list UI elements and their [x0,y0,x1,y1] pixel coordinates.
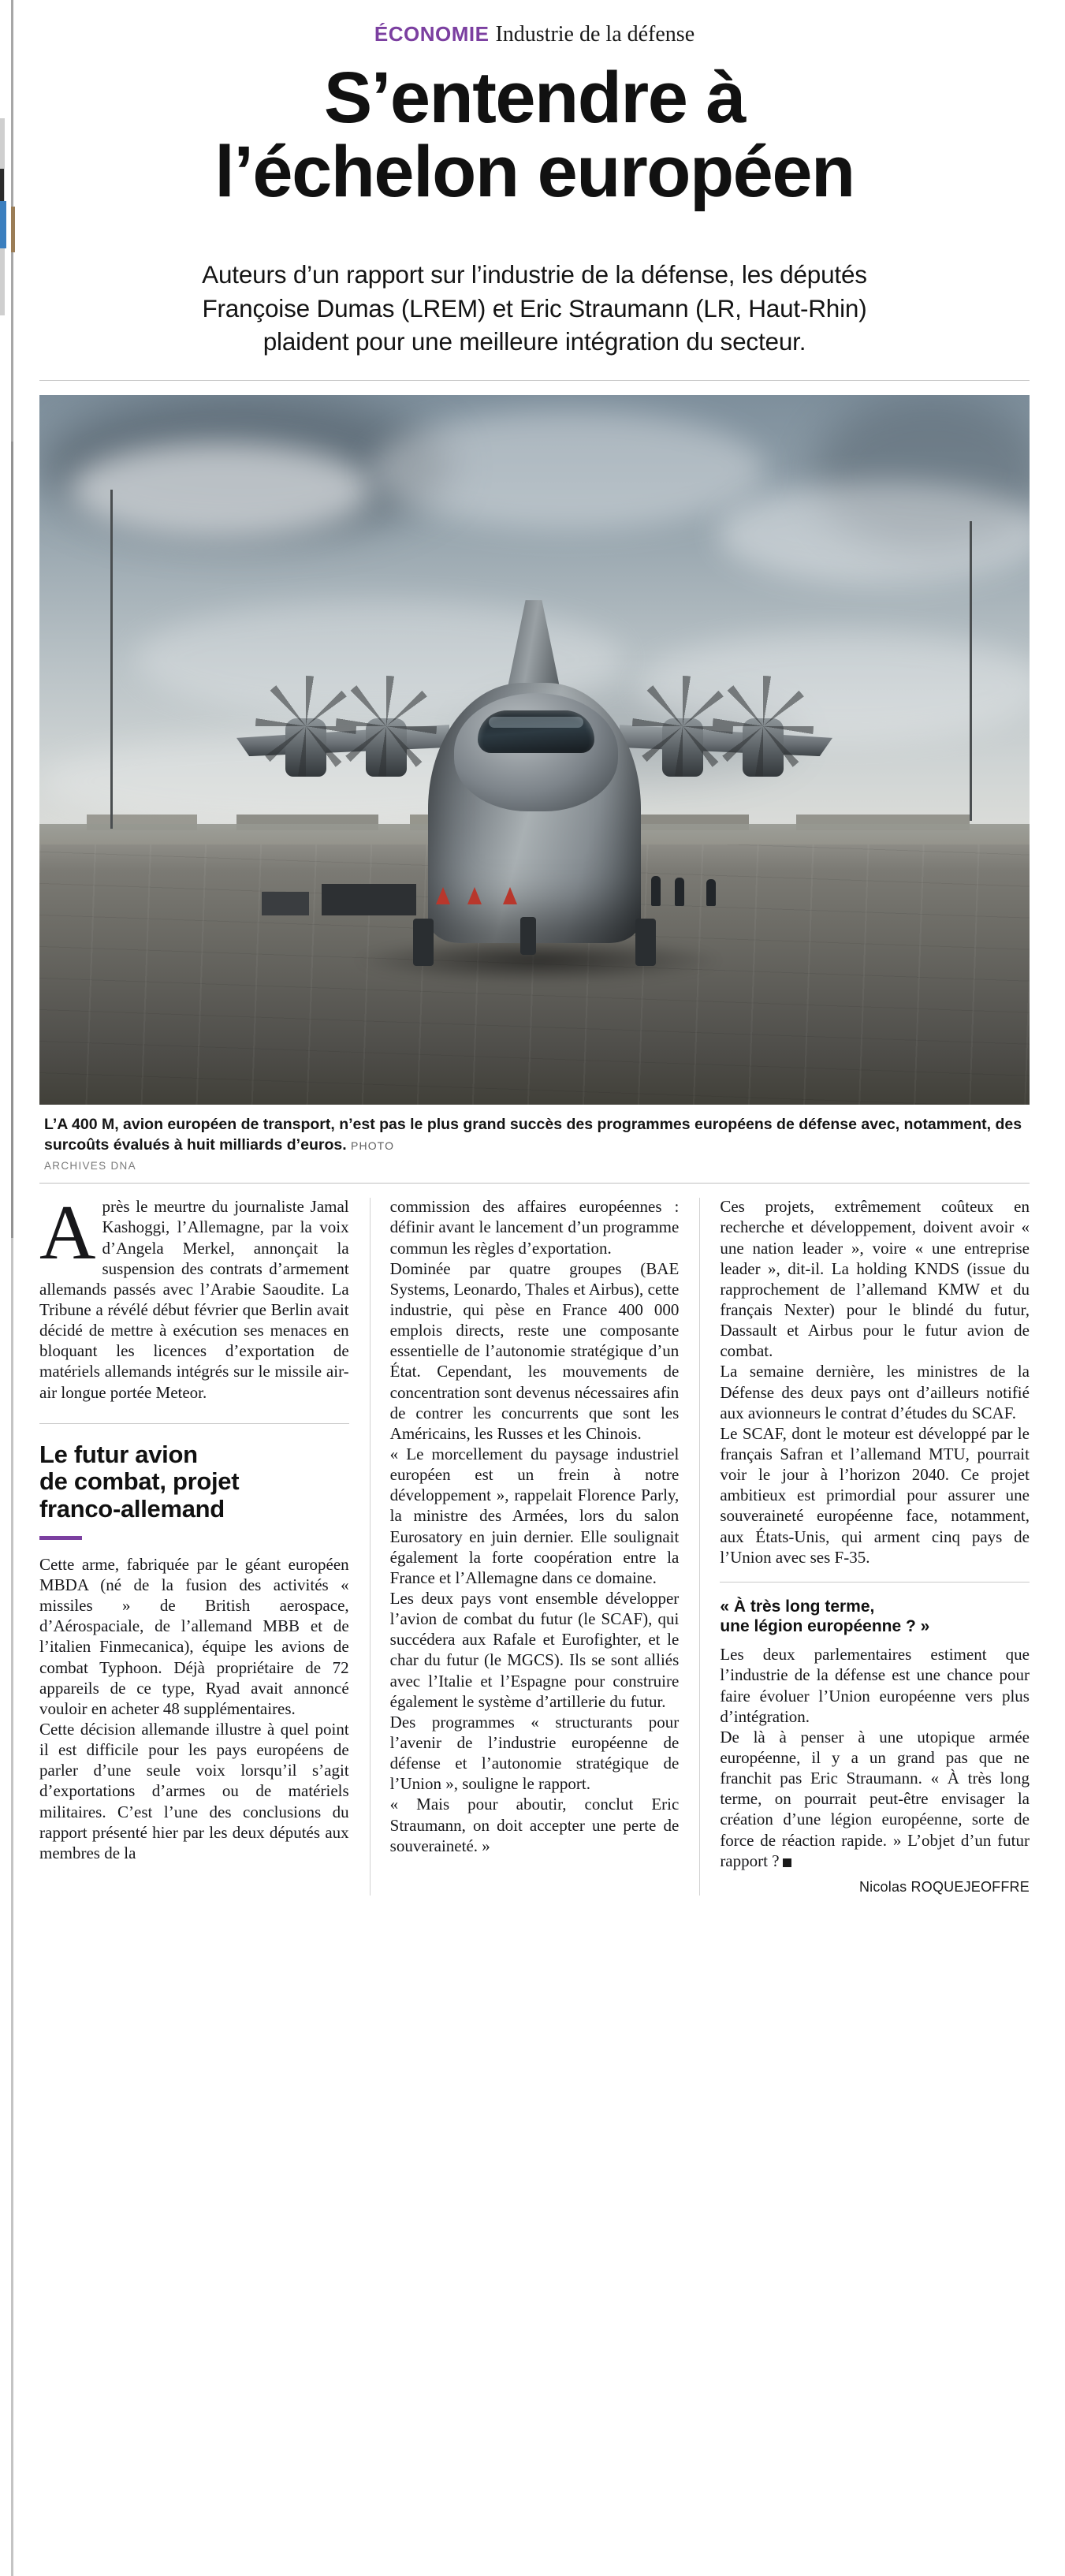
photo-aircraft [227,600,842,1010]
photo-traffic-cone [467,887,482,904]
body-paragraph: Les deux pays vont ensemble développer l’avion de combat du futur (le SCAF), qui succédera aux Rafale et Eurofighter, et le char du futur (le MGCS). Ils se sont alliés avec l’Italie et l’Espagne pour construire également le système d’artillerie du futur. [389,1589,680,1711]
aircraft-ground-shadow [353,938,724,983]
section-rubric[interactable]: ÉCONOMIE [374,22,490,46]
photo-cloud [71,442,371,537]
photo-credit-label: PHOTO [351,1139,395,1153]
photo-person [675,878,684,906]
body-paragraph: Des programmes « structurants pour l’avenir de l’industrie européenne de défense et l’autonomie stratégique de l’Union », souligne le rapport. [389,1712,680,1794]
photo-traffic-cone [436,887,450,904]
body-paragraph: Cette arme, fabriquée par le géant européen MBDA (né de la fusion des activités « missiles » de British aerospace, d’Aérospaciale, de l’allemand MBB et de l’italien Finmecanica), équipe les avions de combat Typhoon. Déjà propriétaire de 72 appareils de ce type, Ryad avait annoncé vouloir en acheter 48 supplémentaires. [39,1554,349,1718]
kicker-subject: Industrie de la défense [495,22,695,47]
article-column-3 [699,1196,1030,1895]
photo-traffic-cone [503,887,517,904]
lead-paragraph: Après le meurtre du journaliste Jamal Kashoggi, l’Allemagne, par la voix d’Angela Merkel, annonçait la suspension des contrats d’armement allemands passés avec l’Arabie Saoudite. La Tribune a révélé début février que Berlin avait décidé de mettre à exécution ses menaces en bloquant les licences d’exportation de matériels allemands intégrés sur le missile air-air longue portée Meteor. [39,1190,349,1402]
body-paragraph: La semaine dernière, les ministres de la Défense des deux pays ont d’ailleurs notifié aux avionneurs le contrat d’études du SCAF. [720,1362,1030,1422]
aircraft-main-gear [413,919,434,966]
section-subhead-1 [39,1441,349,1523]
deck-line-1: Auteurs d’un rapport sur l’industrie de la défense, les députés [202,260,867,289]
photo-figure [39,395,1030,1172]
subhead-line-2: de combat, projet [39,1467,240,1496]
subhead-divider [720,1582,1030,1583]
subhead-line-1: Le futur avion [39,1440,198,1468]
deck [35,258,1034,358]
body-paragraph: commission des affaires européennes : définir avant le lancement d’un programme commun les règles d’exportation. [389,1197,680,1258]
kicker [35,0,1034,47]
photo-image [39,395,1030,1105]
subhead-accent-bar [39,1536,82,1540]
photo-person [706,879,716,906]
headline-line-1: S’entendre à [323,58,746,139]
page-left-blue-marker [0,201,6,248]
page-title [35,58,1034,213]
end-mark-icon [783,1858,791,1867]
body-paragraph: Cette décision allemande illustre à quel point il est difficile pour les pays européens de parler d’une seule voix lorsqu’il s’agit d’exportations d’armes ou de matériels militaires. C’est l’une des conclusions du rapport présenté hier par les deux députés aux membres de la [39,1720,349,1862]
body-paragraph: Le SCAF, dont le moteur est développé par le français Safran et l’allemand MTU, pourrait voir le jour à l’horizon 2040. Ce projet ambitieux est primordial pour assurer une souveraineté européenne face, notamment, aux États-Unis, qui arment cinq pays de l’Union avec ses F-35. [720,1423,1030,1567]
article-column-1 [39,1190,370,1895]
byline: Nicolas ROQUEJEOFFRE [858,1878,1030,1895]
photo-archive-credit: ARCHIVES DNA [44,1160,136,1172]
photo-caption-text: L’A 400 M, avion européen de transport, n’est pas le plus grand succès des programmes européens de défense avec, notamment, des surcoûts évalués à huit milliards d’euros. [44,1116,1022,1154]
photo-ground-equipment [262,892,309,915]
article-column-2 [370,1196,700,1895]
subhead-divider [39,1423,349,1424]
deck-line-3: plaident pour une meilleure intégration du secteur. [263,326,806,356]
page-left-dark-marker [0,169,4,203]
header-divider [39,380,1030,381]
photo-cloud [371,411,765,529]
page-left-tan-marker [11,207,15,252]
deck-line-2: Françoise Dumas (LREM) et Eric Straumann (LR, Haut-Rhin) [202,293,867,322]
headline-line-2: l’échelon européen [214,132,855,213]
article-body [39,1190,1030,1895]
photo-caption [44,1114,1025,1155]
photo-cloud [717,482,1030,584]
aircraft-cockpit [478,710,594,753]
body-paragraph: Ces projets, extrêmement coûteux en recherche et développement, doivent avoir « une nation leader », voire « une entreprise leader », dit-il. La holding KNDS (issue du rapprochement de l’allemand KMW et du français Nexter) pour le blindé du futur, Dassault et Airbus pour le futur avion de combat. [720,1197,1030,1361]
body-paragraph: « Mais pour aboutir, conclut Eric Straumann, on doit accepter une perte de souveraineté. » [389,1795,680,1855]
subhead2-line-2: une légion européenne ? » [720,1617,930,1636]
columns-top-divider [39,1183,1030,1184]
aircraft-main-gear [635,919,656,966]
body-paragraph: Les deux parlementaires estiment que l’industrie de la défense est une chance pour faire évoluer l’Union européenne vers plus d’intégration. [720,1645,1030,1726]
body-paragraph-text: De là à penser à une utopique armée européenne, il y a un grand pas que ne franchit pas Eric Straumann. « À très long terme, on pourrait peut-être envisager la création d’une légion européenne, sorte de force de réaction rapide. » L’objet d’un futur rapport ? [720,1727,1030,1870]
article-content [35,0,1034,1896]
body-paragraph: Dominée par quatre groupes (BAE Systems, Leonardo, Thales et Airbus), cette industrie, qui pèse en France 400 000 emplois directs, reste une composante essentielle de l’autonomie stratégique d’un État. Cependant, les mouvements de concentration sont devenus nécessaires afin de contrer les concurrents que sont les Américains, les Russes et les Chinois. [389,1258,680,1443]
photo-ground-equipment [322,884,416,915]
subhead2-line-1: « À très long terme, [720,1597,875,1616]
body-paragraph: « Le morcellement du paysage industriel européen est un frein à notre développement », rappelait Florence Parly, la ministre des Armées, lors du salon Eurosatory en juin dernier. Elle soulignait également la forte coopération entre la France et l’Allemagne dans ce domaine. [389,1445,680,1587]
aircraft-nose-gear [520,917,536,955]
photo-mast [110,490,113,829]
aircraft-propeller [713,676,814,777]
aircraft-propeller [336,676,437,777]
section-subhead-2 [720,1597,1030,1636]
page-left-rule [11,0,13,2576]
photo-mast [970,521,972,821]
body-paragraph [720,1727,1030,1871]
photo-person [651,876,661,906]
subhead-line-3: franco-allemand [39,1495,225,1523]
